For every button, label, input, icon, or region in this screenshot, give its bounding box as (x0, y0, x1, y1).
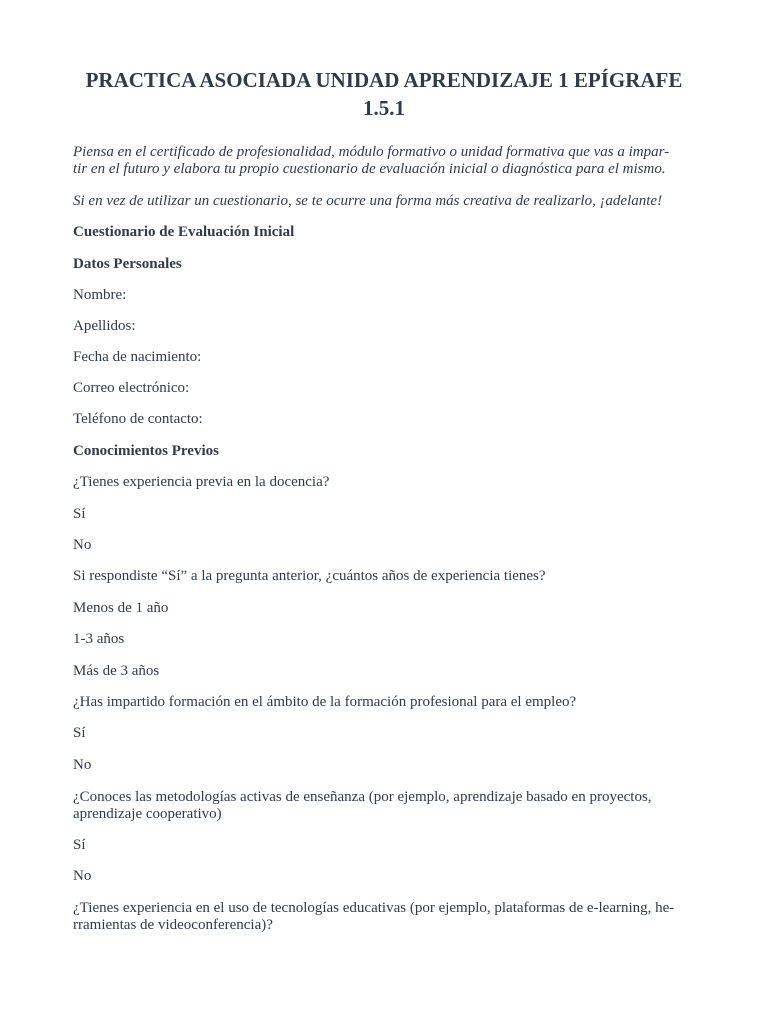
title-line-2: 1.5.1 (363, 96, 405, 120)
question-1-option-no: No (73, 537, 92, 553)
field-name-label: Nombre: (73, 287, 127, 303)
question-5-line-2: rramientas de videoconferencia)? (73, 917, 273, 933)
question-2: Si respondiste “Sí” a la pregunta anterior, ¿cuántos años de experiencia tienes? (73, 568, 546, 584)
questionnaire-heading: Cuestionario de Evaluación Inicial (73, 224, 295, 240)
prior-knowledge-heading: Conocimientos Previos (73, 443, 219, 459)
personal-data-heading: Datos Personales (73, 256, 182, 272)
question-1-option-yes: Sí (73, 506, 86, 522)
question-4 (73, 789, 698, 823)
question-5-line-1: ¿Tienes experiencia en el uso de tecnologías educativas (por ejemplo, plataformas de e-learning, he- (73, 900, 675, 916)
field-surname-label: Apellidos: (73, 318, 136, 334)
question-4-line-1: ¿Conoces las metodologías activas de enseñanza (por ejemplo, aprendizaje basado en proyectos, (73, 789, 652, 805)
title-line-1: PRACTICA ASOCIADA UNIDAD APRENDIZAJE 1 EPÍGRAFE (85, 68, 683, 92)
field-birthdate-label: Fecha de nacimiento: (73, 349, 202, 365)
intro-line-1: Piensa en el certificado de profesionalidad, módulo formativo o unidad formativa que vas a impar- (73, 144, 670, 160)
question-2-option-3: Más de 3 años (73, 663, 160, 679)
intro-paragraph (73, 144, 698, 178)
question-2-option-1: Menos de 1 año (73, 600, 169, 616)
field-email-label: Correo electrónico: (73, 380, 190, 396)
question-3: ¿Has impartido formación en el ámbito de la formación profesional para el empleo? (73, 694, 577, 710)
field-phone-label: Teléfono de contacto: (73, 411, 203, 427)
intro-paragraph-2: Si en vez de utilizar un cuestionario, se te ocurre una forma más creativa de realizarlo, ¡adelante! (73, 193, 663, 209)
question-3-option-no: No (73, 757, 92, 773)
intro-line-2: tir en el futuro y elabora tu propio cuestionario de evaluación inicial o diagnóstica para el mismo. (73, 161, 666, 177)
question-4-option-no: No (73, 868, 92, 884)
document-title (60, 66, 708, 122)
question-3-option-yes: Sí (73, 725, 86, 741)
question-5 (73, 900, 698, 934)
question-4-line-2: aprendizaje cooperativo) (73, 806, 222, 822)
question-4-option-yes: Sí (73, 837, 86, 853)
question-2-option-2: 1-3 años (73, 631, 125, 647)
question-1: ¿Tienes experiencia previa en la docencia? (73, 474, 330, 490)
